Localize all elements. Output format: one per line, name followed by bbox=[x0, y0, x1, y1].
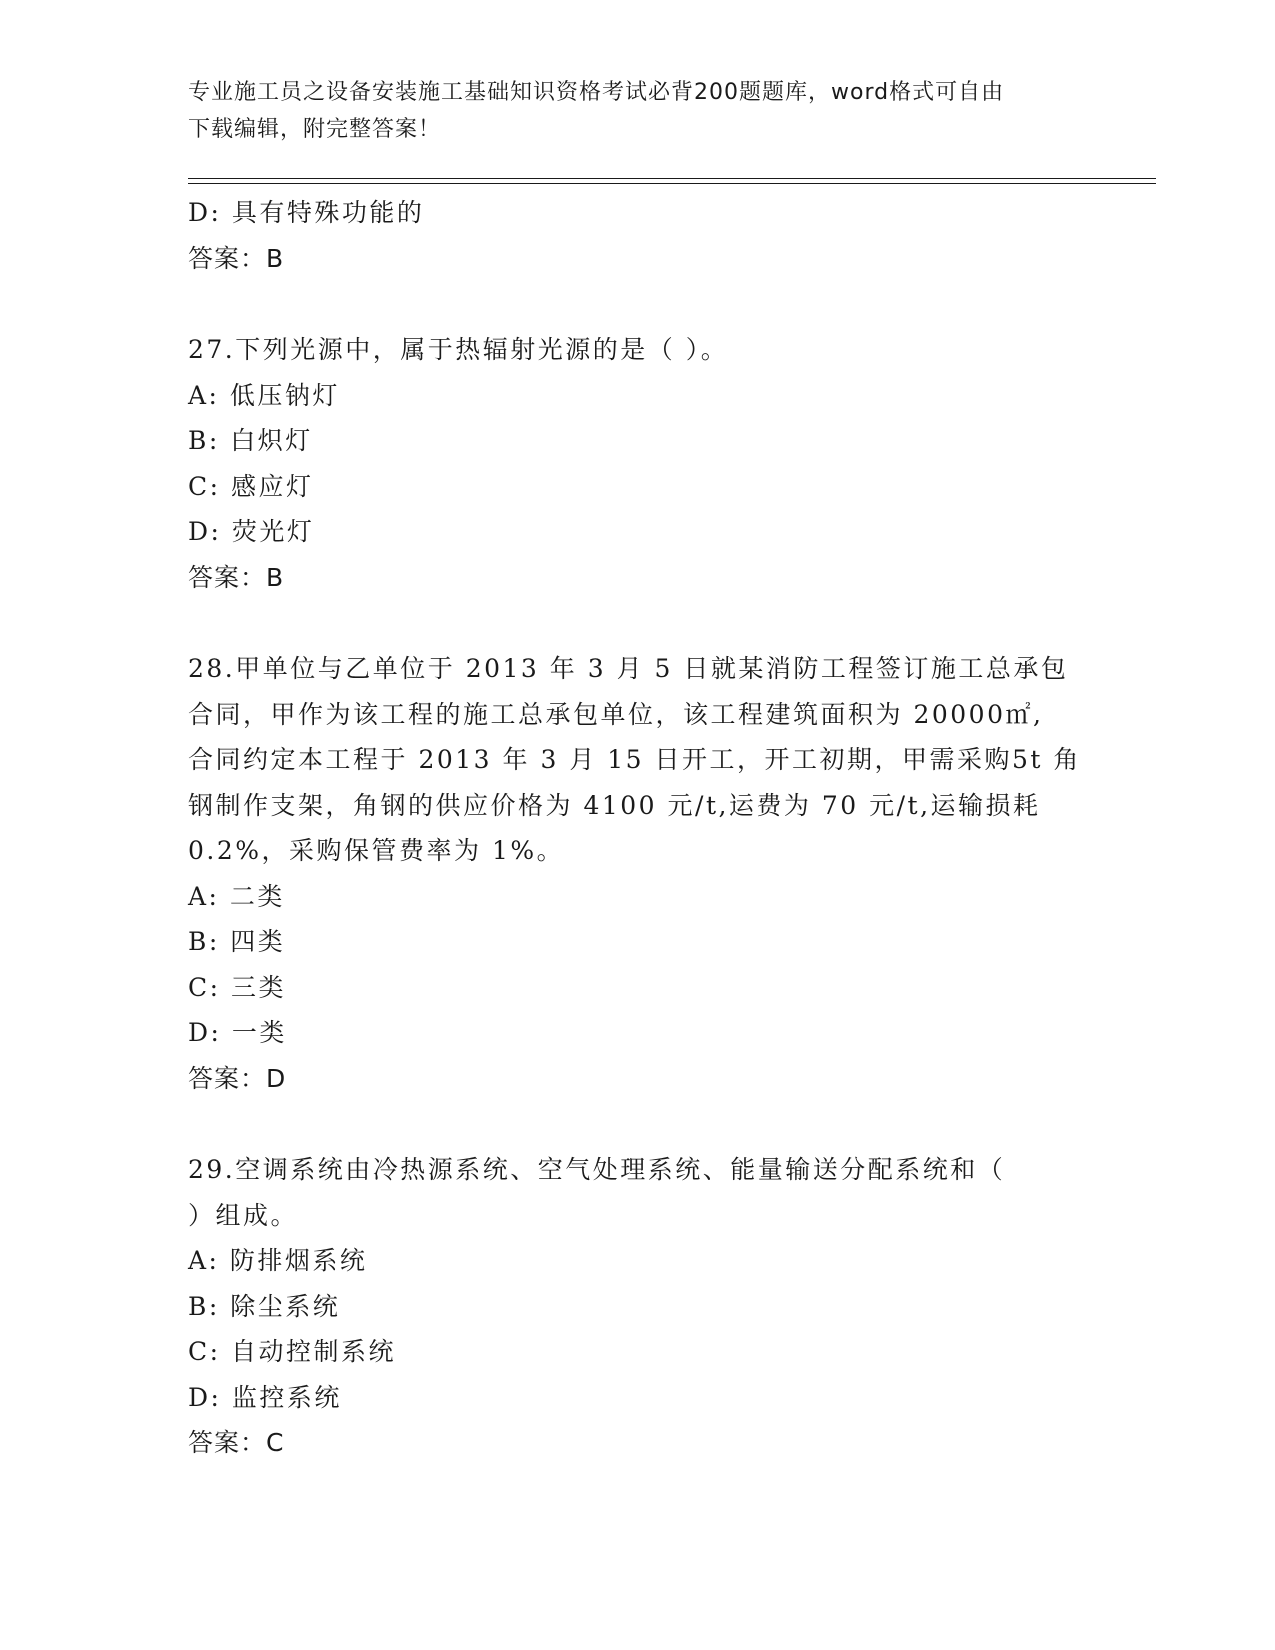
header-line-2: 下载编辑，附完整答案！ bbox=[188, 117, 442, 142]
question-stem-line-1: 28.甲单位与乙单位于 2013 年 3 月 5 日就某消防工程签订施工总承包 bbox=[188, 654, 1069, 683]
question-stem-line-5: 0.2%，采购保管费率为 1%。 bbox=[188, 836, 565, 865]
question-stem: 27.下列光源中，属于热辐射光源的是（ ）。 bbox=[188, 335, 729, 364]
option-b: B: 除尘系统 bbox=[188, 1291, 341, 1321]
option-c: C: 三类 bbox=[188, 972, 286, 1002]
spacer bbox=[188, 281, 1088, 327]
document-header bbox=[188, 74, 1088, 148]
header-rule-bottom bbox=[188, 183, 1156, 184]
question-stem-line-4: 钢制作支架，角钢的供应价格为 4100 元/t,运费为 70 元/t,运输损耗 bbox=[188, 790, 1041, 820]
question-28 bbox=[188, 646, 1088, 1101]
question-27 bbox=[188, 327, 1088, 600]
question-stem-line-2: 合同，甲作为该工程的施工总承包单位，该工程建筑面积为 20000㎡, bbox=[188, 699, 1044, 729]
option-d: D: 具有特殊功能的 bbox=[188, 198, 425, 227]
option-a: A: 防排烟系统 bbox=[188, 1246, 368, 1275]
header-line-1: 专业施工员之设备安装施工基础知识资格考试必背200题题库，word格式可自由 bbox=[188, 80, 1005, 105]
question-stem-line-1: 29.空调系统由冷热源系统、空气处理系统、能量输送分配系统和（ bbox=[188, 1155, 1006, 1184]
option-c: C: 感应灯 bbox=[188, 471, 314, 501]
answer: 答案：B bbox=[188, 243, 285, 273]
header-rule-top bbox=[188, 178, 1156, 179]
option-d: D: 荧光灯 bbox=[188, 517, 315, 546]
option-a: A: 低压钠灯 bbox=[188, 380, 340, 410]
option-a: A: 二类 bbox=[188, 881, 285, 911]
question-29 bbox=[188, 1147, 1088, 1466]
question-stem-line-3: 合同约定本工程于 2013 年 3 月 15 日开工，开工初期，甲需采购5t 角 bbox=[188, 745, 1081, 774]
answer: 答案：B bbox=[188, 562, 285, 592]
option-b: B: 四类 bbox=[188, 927, 286, 956]
option-d: D: 一类 bbox=[188, 1018, 287, 1047]
answer: 答案：D bbox=[188, 1063, 287, 1093]
spacer bbox=[188, 1101, 1088, 1147]
question-26-tail bbox=[188, 190, 1088, 281]
question-stem-line-2: ）组成。 bbox=[188, 1200, 299, 1230]
question-list bbox=[188, 190, 1088, 1466]
option-c: C: 自动控制系统 bbox=[188, 1337, 396, 1366]
answer: 答案：C bbox=[188, 1428, 285, 1457]
option-d: D: 监控系统 bbox=[188, 1382, 342, 1412]
option-b: B: 白炽灯 bbox=[188, 426, 313, 455]
spacer bbox=[188, 600, 1088, 646]
